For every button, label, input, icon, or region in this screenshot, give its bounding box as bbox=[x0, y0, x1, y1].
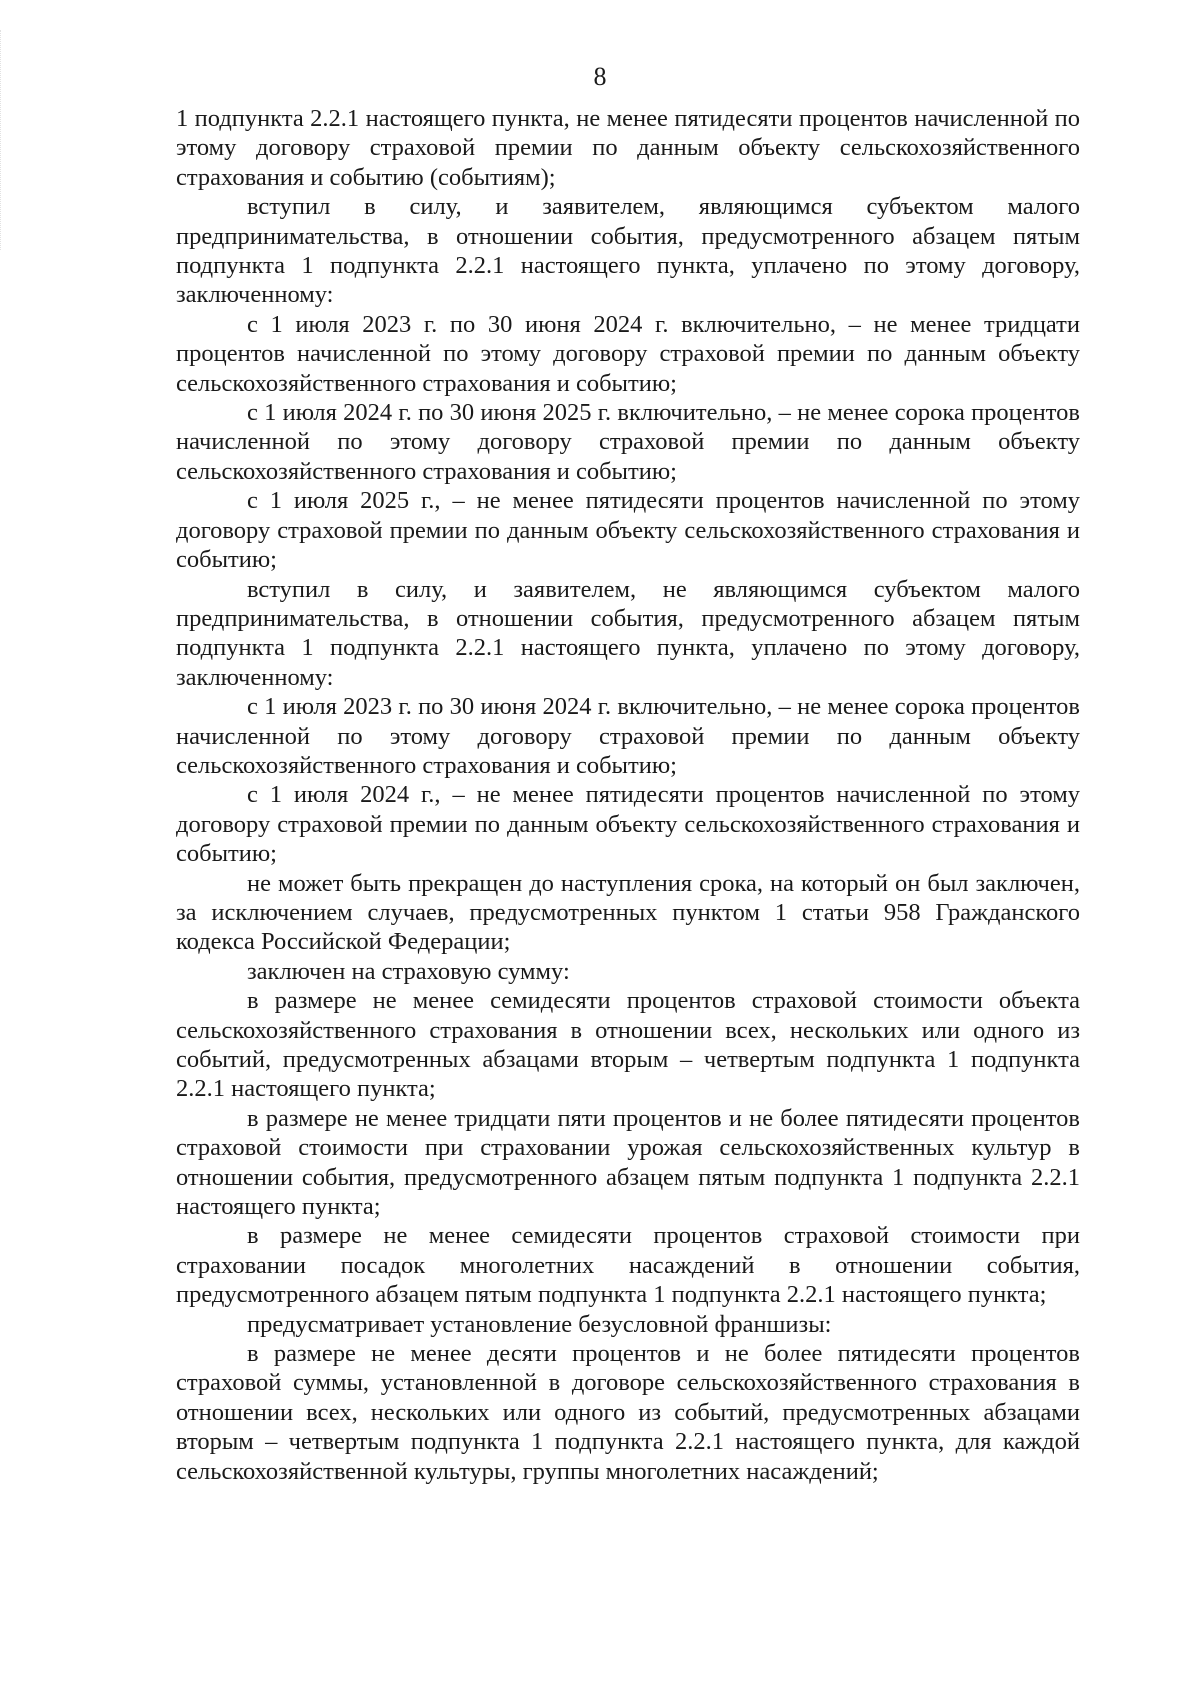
paragraph: в размере не менее семидесяти процентов страховой стоимости объекта сельскохозяйственного страхования в отношении всех, нескольких или одного из событий, предусмотренных абзацами вторым – четвертым подпункта 1 подпункта 2.2.1 настоящего пункта; bbox=[176, 987, 1080, 1103]
document-body bbox=[176, 104, 1080, 1486]
paragraph: с 1 июля 2024 г. по 30 июня 2025 г. включительно, – не менее сорока процентов начисленной по этому договору страховой премии по данным объекту сельскохозяйственного страхования и событию; bbox=[176, 399, 1080, 485]
paragraph: вступил в силу, и заявителем, не являющимся субъектом малого предпринимательства, в отношении события, предусмотренного абзацем пятым подпункта 1 подпункта 2.2.1 настоящего пункта, уплачено по этому договору, заключенному: bbox=[176, 575, 1080, 691]
paragraph: в размере не менее десяти процентов и не более пятидесяти процентов страховой суммы, установленной в договоре сельскохозяйственного страхования в отношении всех, нескольких или одного из событий, предусмотренных абзацами вторым – четвертым подпункта 1 подпункта 2.2.1 настоящего пункта, для каждой сельскохозяйственной культуры, группы многолетних насаждений; bbox=[176, 1340, 1080, 1485]
paragraph: с 1 июля 2025 г., – не менее пятидесяти процентов начисленной по этому договору страховой премии по данным объекту сельскохозяйственного страхования и событию; bbox=[176, 487, 1080, 574]
paragraph: в размере не менее тридцати пяти процентов и не более пятидесяти процентов страховой стоимости при страховании урожая сельскохозяйственных культур в отношении события, предусмотренного абзацем пятым подпункта 1 подпункта 2.2.1 настоящего пункта; bbox=[176, 1104, 1080, 1221]
paragraph: с 1 июля 2024 г., – не менее пятидесяти процентов начисленной по этому договору страховой премии по данным объекту сельскохозяйственного страхования и событию; bbox=[176, 781, 1080, 868]
paragraph: 1 подпункта 2.2.1 настоящего пункта, не менее пятидесяти процентов начисленной по этому договору страховой премии по данным объекту сельскохозяйственного страхования и событию (событиям); bbox=[176, 105, 1080, 191]
paragraph: не может быть прекращен до наступления срока, на который он был заключен, за исключением случаев, предусмотренных пунктом 1 статьи 958 Гражданского кодекса Российской Федерации; bbox=[176, 869, 1080, 956]
paragraph: предусматривает установление безусловной франшизы: bbox=[247, 1310, 832, 1338]
paragraph: с 1 июля 2023 г. по 30 июня 2024 г. включительно, – не менее тридцати процентов начисленной по этому договору страховой премии по данным объекту сельскохозяйственного страхования и событию; bbox=[176, 310, 1080, 397]
paragraph: в размере не менее семидесяти процентов страховой стоимости при страховании посадок многолетних насаждений в отношении события, предусмотренного абзацем пятым подпункта 1 подпункта 2.2.1 настоящего пункта; bbox=[176, 1222, 1080, 1309]
page-number: 8 bbox=[593, 62, 607, 91]
paragraph: вступил в силу, и заявителем, являющимся субъектом малого предпринимательства, в отношении события, предусмотренного абзацем пятым подпункта 1 подпункта 2.2.1 настоящего пункта, уплачено по этому договору, заключенному: bbox=[176, 193, 1080, 309]
paragraph: с 1 июля 2023 г. по 30 июня 2024 г. включительно, – не менее сорока процентов начисленной по этому договору страховой премии по данным объекту сельскохозяйственного страхования и событию; bbox=[176, 693, 1080, 779]
paragraph: заключен на страховую сумму: bbox=[247, 957, 570, 985]
